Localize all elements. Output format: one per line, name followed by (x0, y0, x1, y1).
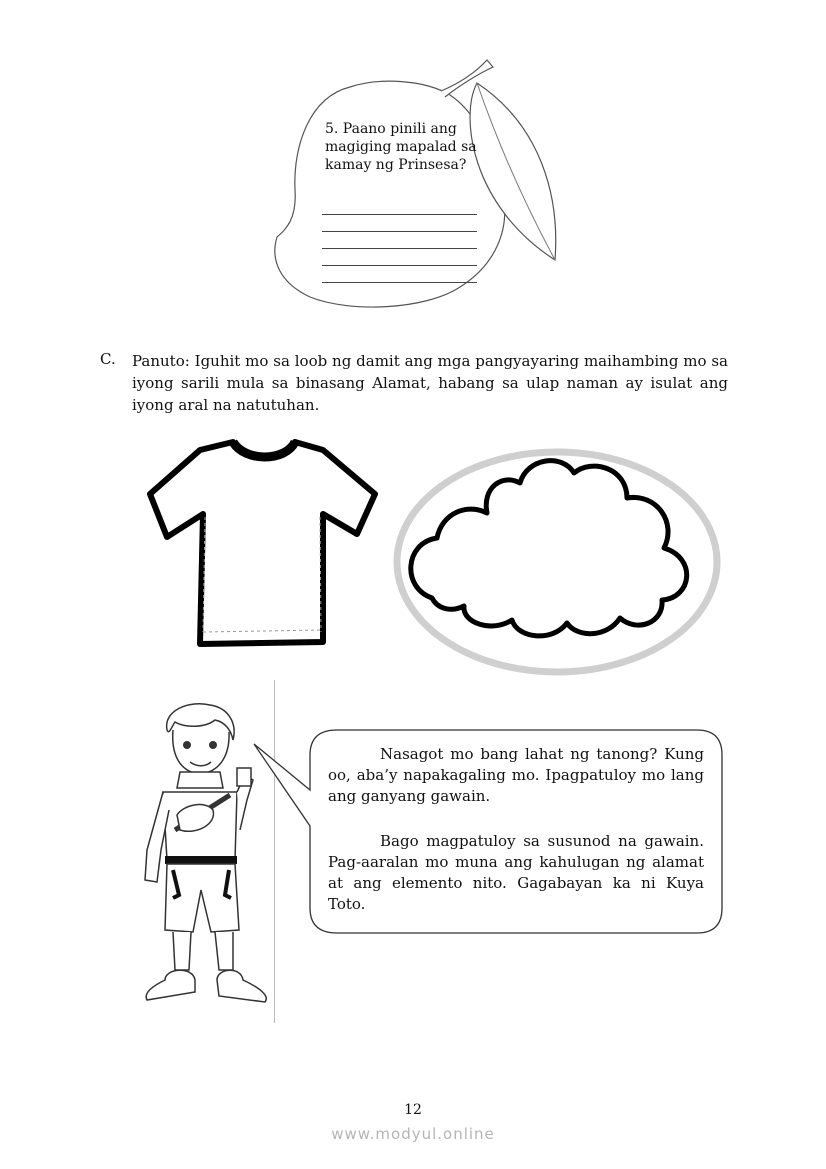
answer-line[interactable] (322, 249, 477, 266)
answer-line[interactable] (322, 266, 477, 283)
speech-bubble-text (328, 744, 704, 939)
answer-line[interactable] (322, 232, 477, 249)
answer-lines[interactable] (322, 198, 477, 283)
bubble-paragraph-2: Bago magpatuloy sa susunod na gawain. Pag-aaralan mo muna ang kahulugan ng alamat at ang elemento nito. Gagabayan ka ni Kuya Toto. (328, 832, 704, 913)
answer-line[interactable] (322, 198, 477, 215)
answer-line[interactable] (322, 215, 477, 232)
watermark: www.modyul.online (331, 1125, 495, 1143)
instruction-letter: C. (100, 350, 116, 368)
bubble-paragraph-1: Nasagot mo bang lahat ng tanong? Kung oo, aba’y napakagaling mo. Ipagpatuloy mo lang ang ganyang gawain. (328, 745, 704, 805)
cloud-icon[interactable] (392, 448, 722, 680)
instruction-text: Panuto: Iguhit mo sa loob ng damit ang mga pangyayaring maihambing mo sa iyong sarili mula sa binasang Alamat, habang sa ulap naman ay isulat ang iyong aral na natutuhan. (132, 352, 728, 414)
mango-question: 5. Paano pinili ang magiging mapalad sa kamay ng Prinsesa? (325, 121, 477, 173)
t-shirt-icon[interactable] (145, 432, 380, 654)
page-number: 12 (404, 1102, 422, 1118)
